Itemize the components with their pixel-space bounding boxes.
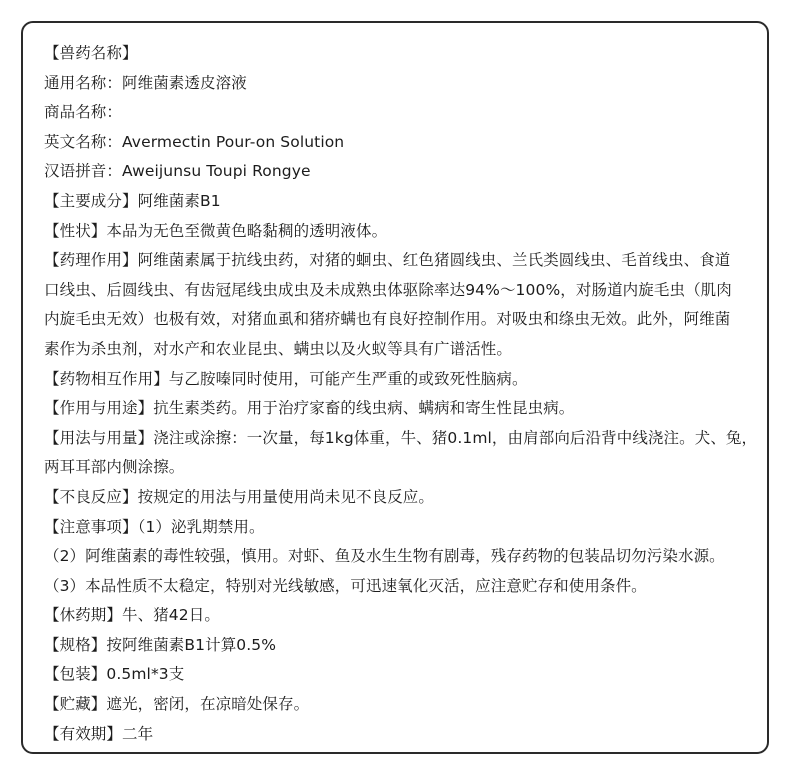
pharmacology-line-2: 口线虫、后圆线虫、有齿冠尾线虫成虫及未成熟虫体驱除率达94%～100%，对肠道内旋毛虫（肌肉: [44, 280, 732, 299]
storage: 【贮藏】遮光，密闭，在凉暗处保存。: [44, 695, 310, 714]
dosage-line-1: 【用法与用量】浇注或涂擦：一次量，每1kg体重，牛、猪0.1ml，由肩部向后沿背中线浇注。犬、兔，: [44, 428, 758, 447]
trade-name: 商品名称：: [44, 103, 123, 122]
pharmacology-line-3: 内旋毛虫无效）也极有效，对猪血虱和猪疥螨也有良好控制作用。对吸虫和绦虫无效。此外，阿维菌: [44, 310, 731, 329]
precaution-1: 【注意事项】（1）泌乳期禁用。: [44, 517, 265, 536]
pharmacology-line-1: 【药理作用】阿维菌素属于抗线虫药，对猪的蛔虫、红色猪圆线虫、兰氏类圆线虫、毛首线虫、食道: [44, 251, 731, 270]
label-card: [21, 21, 769, 754]
adverse-reactions: 【不良反应】按规定的用法与用量使用尚未见不良反应。: [44, 487, 435, 506]
validity-period: 【有效期】二年: [44, 724, 154, 743]
specification: 【规格】按阿维菌素B1计算0.5%: [44, 635, 277, 654]
section-heading-drug-name: 【兽药名称】: [44, 44, 138, 62]
pinyin-name: 汉语拼音：Aweijunsu Toupi Rongye: [44, 162, 311, 181]
english-name: 英文名称：Avermectin Pour-on Solution: [44, 132, 345, 151]
label-text: [44, 39, 756, 749]
generic-name: 通用名称：阿维菌素透皮溶液: [44, 73, 247, 92]
withdrawal-period: 【休药期】牛、猪42日。: [44, 606, 220, 625]
pharmacology-line-4: 素作为杀虫剂，对水产和农业昆虫、螨虫以及火蚁等具有广谱活性。: [44, 339, 513, 358]
dosage-line-2: 两耳耳部内侧涂擦。: [44, 458, 185, 477]
precaution-2: （2）阿维菌素的毒性较强，慎用。对虾、鱼及水生生物有剧毒，残存药物的包装品切勿污染水源。: [44, 547, 725, 566]
indication: 【作用与用途】抗生素类药。用于治疗家畜的线虫病、螨病和寄生性昆虫病。: [44, 399, 575, 418]
precaution-3: （3）本品性质不太稳定，特别对光线敏感，可迅速氧化灭活，应注意贮存和使用条件。: [44, 576, 647, 595]
package: 【包装】0.5ml*3支: [44, 665, 185, 684]
drug-interaction: 【药物相互作用】与乙胺嗪同时使用，可能产生严重的或致死性脑病。: [44, 369, 528, 388]
main-ingredient: 【主要成分】阿维菌素B1: [44, 191, 221, 210]
appearance: 【性状】本品为无色至微黄色略黏稠的透明液体。: [44, 221, 388, 240]
